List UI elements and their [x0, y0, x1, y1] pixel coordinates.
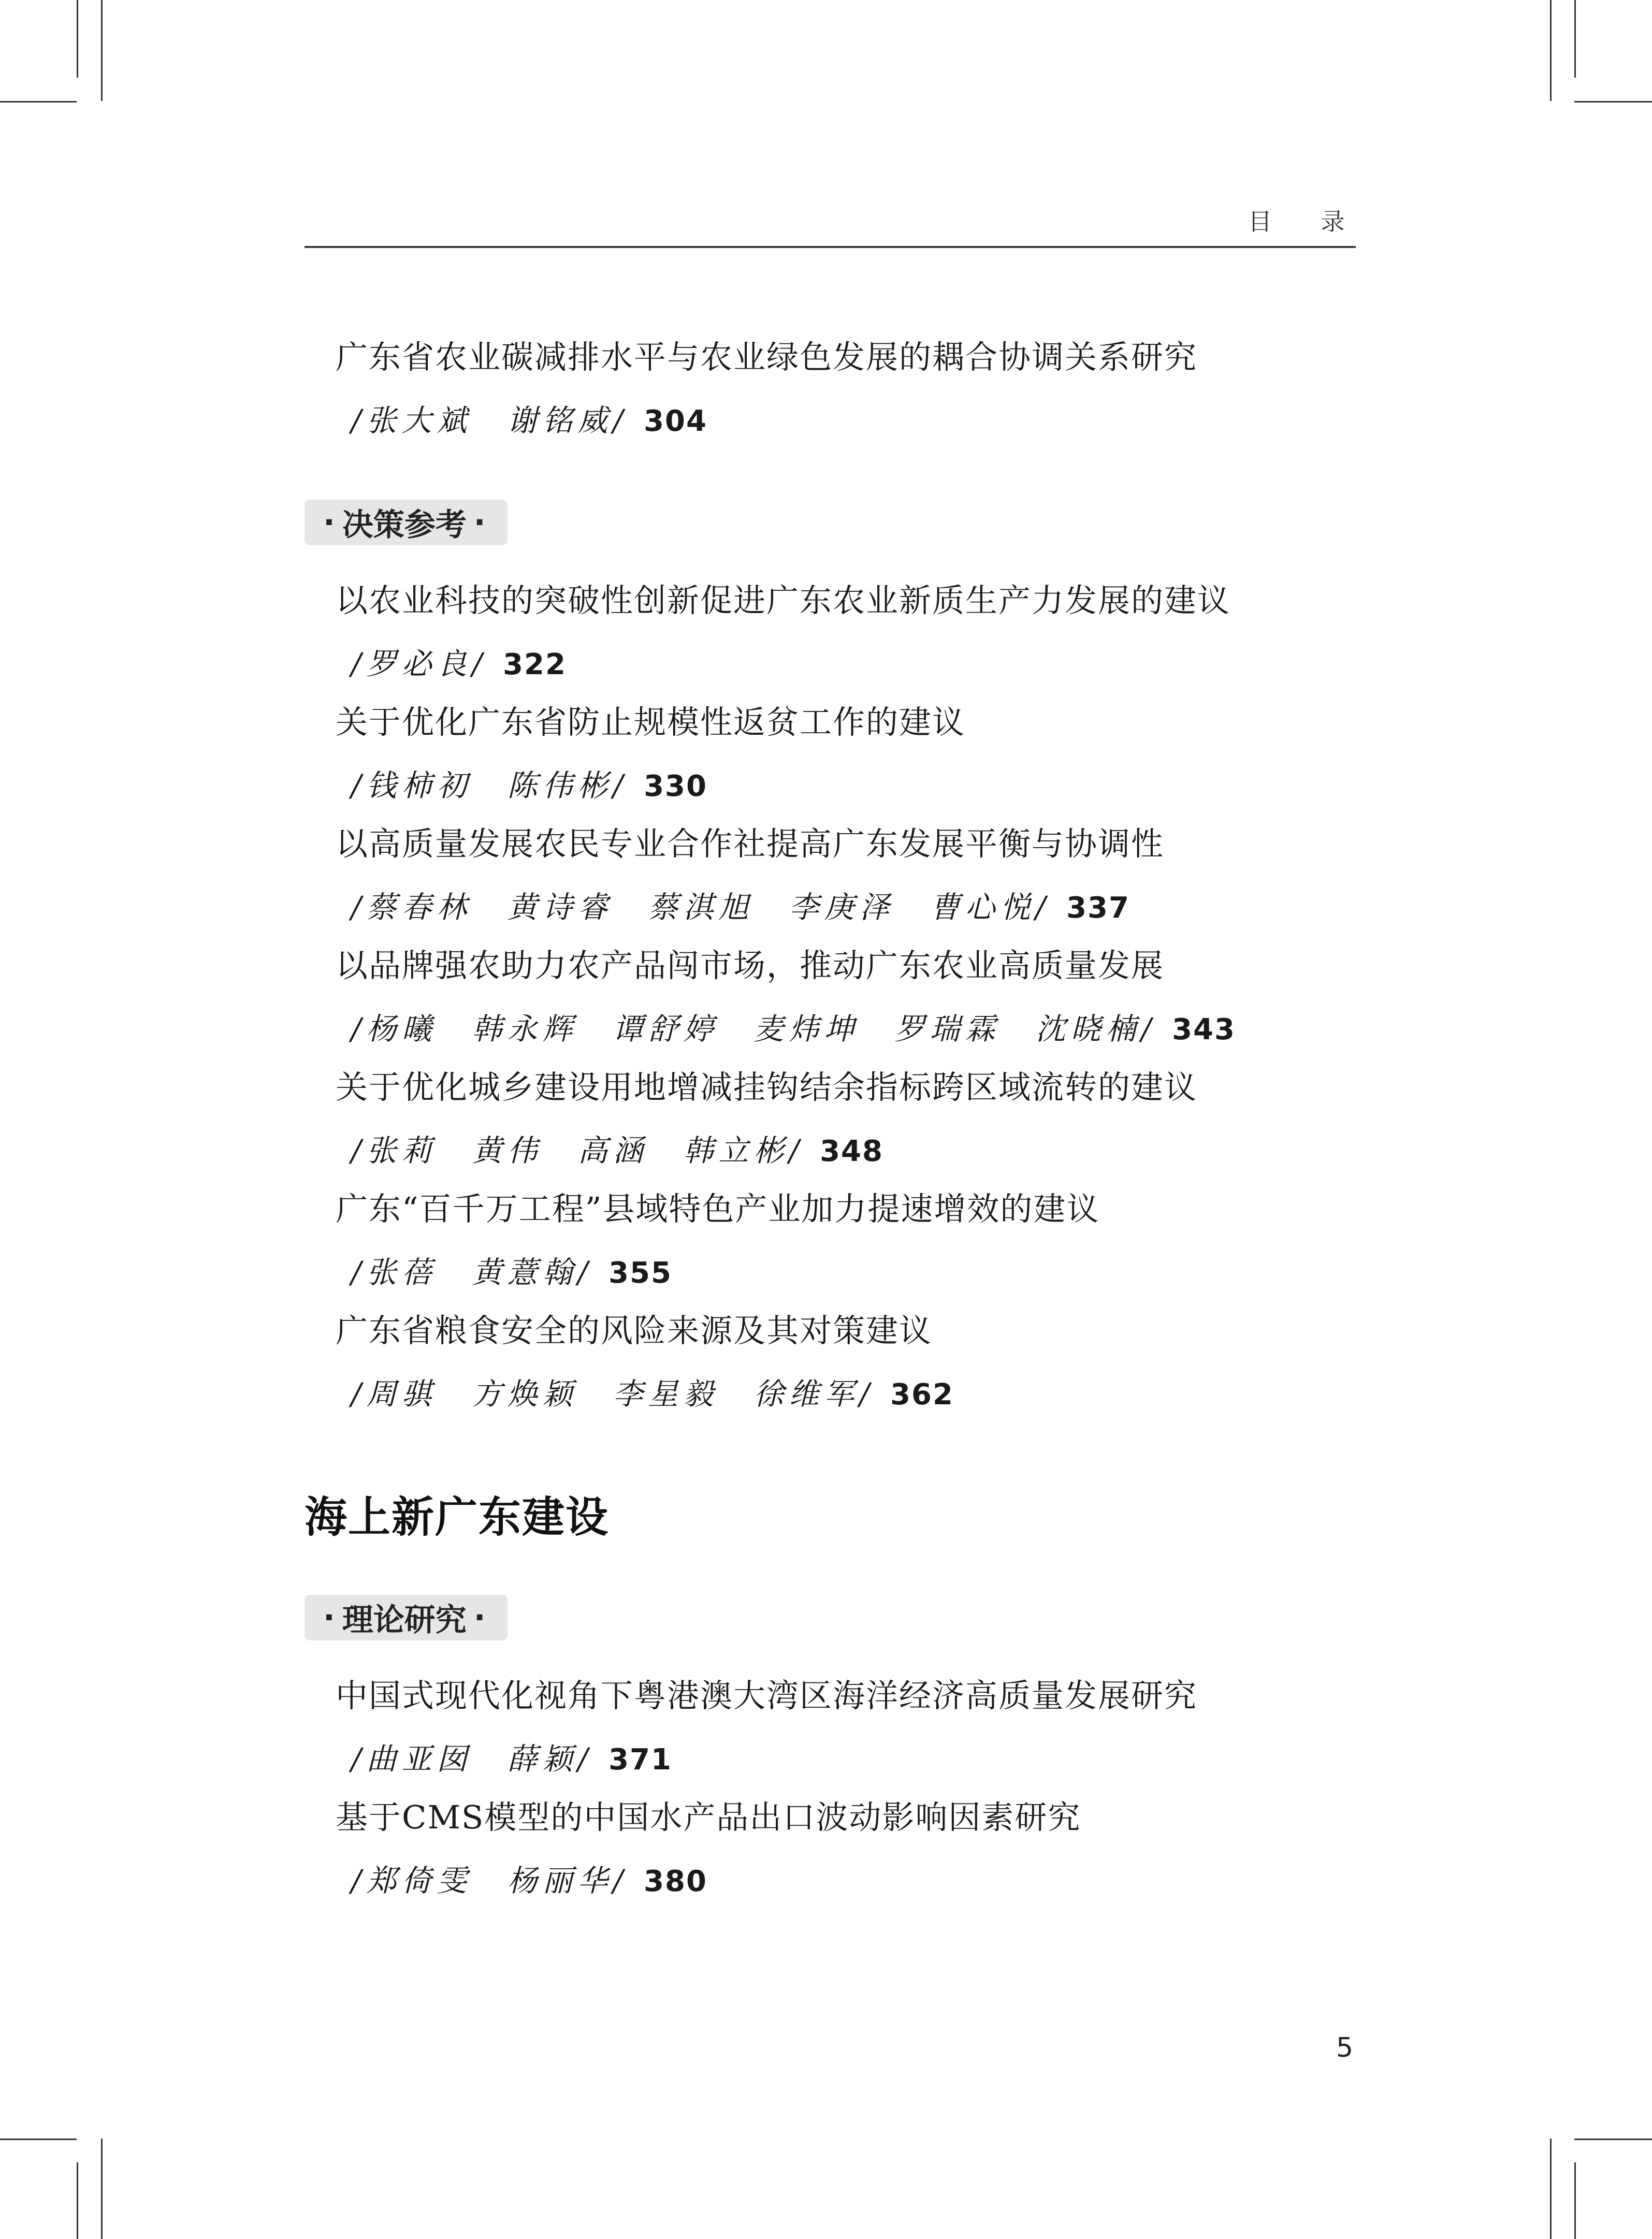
entry-page-number[interactable]: 355: [608, 1256, 672, 1290]
entry-authors: /曲亚囡 薛颖/: [351, 1741, 593, 1777]
entry-authors: /郑倚雯 杨丽华/: [351, 1863, 629, 1898]
crop-mark-top-left-h: [0, 101, 77, 103]
toc-entry-meta: [351, 1005, 1236, 1048]
crop-mark-bottom-left-v: [101, 2139, 103, 2239]
toc-entry-title[interactable]: 以品牌强农助力农产品闯市场，推动广东农业高质量发展: [336, 947, 1165, 984]
entry-authors: /周骐 方焕颖 李星毅 徐维军/: [351, 1376, 875, 1412]
tag-dot: ·: [473, 504, 486, 541]
entry-page-number[interactable]: 337: [1066, 891, 1130, 925]
crop-mark-bottom-right-v2: [1574, 2162, 1576, 2239]
crop-mark-top-left-v: [101, 0, 103, 101]
toc-entry-meta: [351, 639, 567, 683]
running-head: 目 录: [1248, 208, 1366, 236]
header-rule: [305, 246, 1356, 248]
entry-page-number[interactable]: 343: [1172, 1013, 1236, 1046]
entry-authors: /罗必良/: [351, 646, 488, 681]
tag-dot: ·: [473, 1600, 486, 1636]
tag-dot: ·: [323, 504, 335, 541]
toc-entry-title[interactable]: 中国式现代化视角下粤港澳大湾区海洋经济高质量发展研究: [336, 1677, 1198, 1714]
entry-page-number[interactable]: 304: [644, 404, 707, 438]
entry-page-number[interactable]: 362: [890, 1378, 954, 1412]
crop-mark-bottom-right-h: [1574, 2139, 1652, 2140]
crop-mark-top-right-v2: [1574, 0, 1576, 78]
page-folio: 5: [1336, 2032, 1354, 2063]
entry-page-number[interactable]: 348: [820, 1135, 883, 1168]
entry-page-number[interactable]: 371: [608, 1743, 672, 1777]
entry-authors: /张莉 黄伟 高涵 韩立彬/: [351, 1133, 805, 1168]
toc-entry-meta: [351, 761, 707, 805]
toc-entry-meta: [351, 1370, 954, 1413]
section-tag-label: 决策参考: [342, 507, 467, 543]
entry-authors: /钱柿初 陈伟彬/: [351, 768, 629, 803]
tag-dot: ·: [323, 1600, 335, 1636]
toc-entry-title[interactable]: 以高质量发展农民专业合作社提高广东发展平衡与协调性: [336, 825, 1165, 863]
entry-authors: /蔡春林 黄诗睿 蔡淇旭 李庚泽 曹心悦/: [351, 890, 1051, 925]
crop-mark-top-right-v: [1550, 0, 1552, 101]
crop-mark-top-left-v2: [77, 0, 78, 78]
entry-page-number[interactable]: 380: [644, 1865, 707, 1898]
toc-entry-meta: [351, 1735, 672, 1778]
toc-entry-meta: [351, 396, 707, 440]
toc-entry-title[interactable]: 以农业科技的突破性创新促进广东农业新质生产力发展的建议: [336, 581, 1231, 619]
entry-authors: /张大斌 谢铭威/: [351, 403, 629, 438]
toc-entry-title[interactable]: 关于优化广东省防止规模性返贫工作的建议: [336, 703, 966, 741]
section-tag-label: 理论研究: [342, 1602, 467, 1638]
entry-page-number[interactable]: 322: [503, 648, 567, 681]
toc-entry-title[interactable]: 广东省粮食安全的风险来源及其对策建议: [336, 1312, 933, 1349]
section-tag-theory: [305, 1595, 508, 1640]
toc-entry-meta: [351, 1126, 883, 1170]
toc-entry-meta: [351, 1856, 707, 1900]
entry-page-number[interactable]: 330: [644, 769, 707, 803]
entry-authors: /张蓓 黄薏翰/: [351, 1255, 593, 1290]
toc-entry-title[interactable]: 基于CMS模型的中国水产品出口波动影响因素研究: [336, 1798, 1081, 1836]
toc-entry-meta: [351, 883, 1130, 926]
toc-entry-title[interactable]: 关于优化城乡建设用地增减挂钩结余指标跨区域流转的建议: [336, 1068, 1198, 1106]
crop-mark-bottom-left-v2: [77, 2162, 78, 2239]
crop-mark-bottom-right-v: [1550, 2139, 1552, 2239]
toc-entry-title[interactable]: 广东“百千万工程”县域特色产业加力提速增效的建议: [336, 1190, 1100, 1228]
entry-authors: /杨曦 韩永辉 谭舒婷 麦炜坤 罗瑞霖 沈晓楠/: [351, 1011, 1157, 1046]
toc-entry-meta: [351, 1248, 672, 1291]
crop-mark-bottom-left-h: [0, 2139, 77, 2140]
toc-entry-title[interactable]: 广东省农业碳减排水平与农业绿色发展的耦合协调关系研究: [336, 338, 1198, 376]
part-heading: 海上新广东建设: [305, 1493, 610, 1542]
crop-mark-top-right-h: [1574, 101, 1652, 103]
section-tag-decision: [305, 500, 508, 545]
